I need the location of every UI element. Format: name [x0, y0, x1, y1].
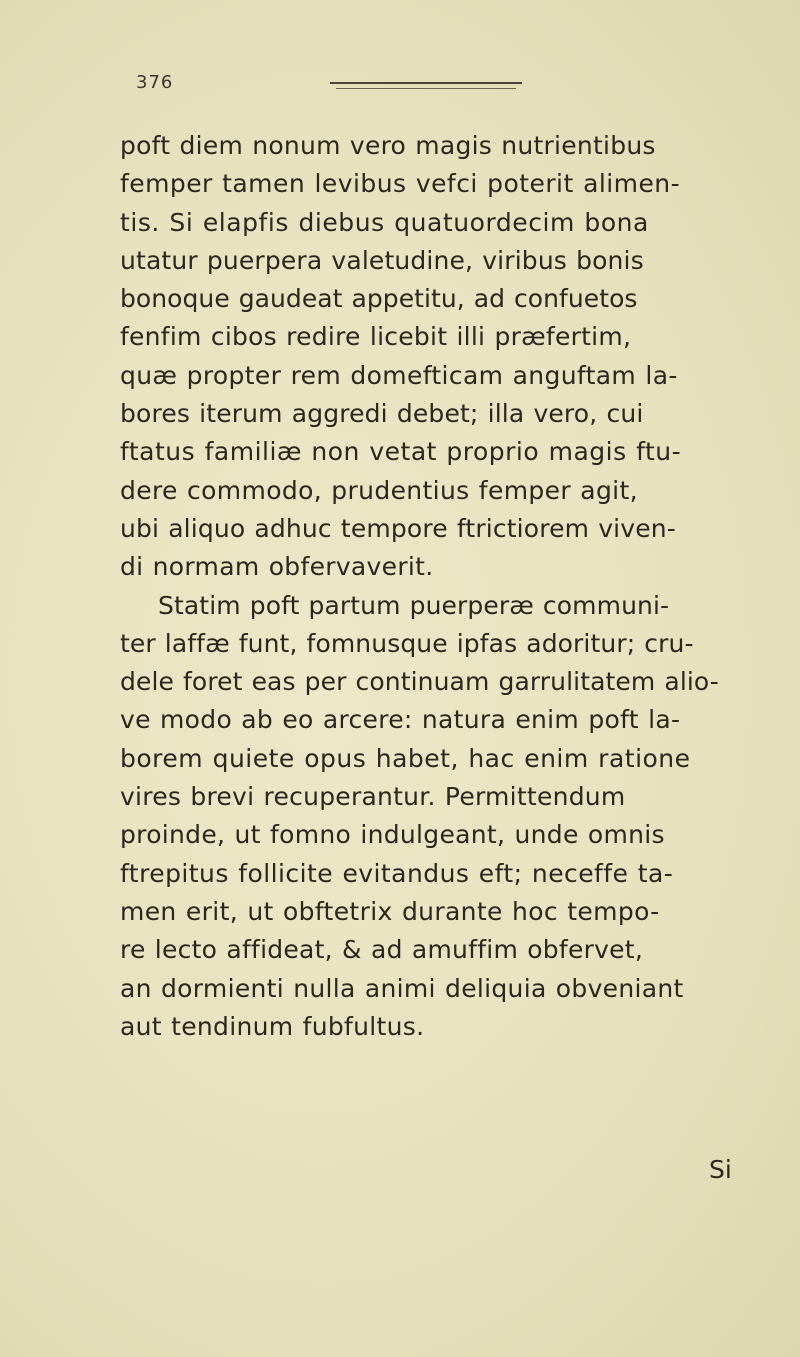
text-line: fenfim cibos redire licebit illi præfertim, — [120, 322, 632, 352]
text-line: borem quiete opus habet, hac enim ratione — [120, 743, 691, 773]
text-line: bores iterum aggredi debet; illa vero, cui — [120, 399, 644, 429]
text-line: ubi aliquo adhuc tempore ftrictiorem viven- — [120, 513, 676, 543]
text-line: utatur puerpera valetudine, viribus bonis — [120, 245, 644, 275]
text-line: ve modo ab eo arcere: natura enim poft la- — [120, 705, 681, 735]
text-line: quæ propter rem domefticam anguftam la- — [120, 360, 678, 390]
text-line: di normam obfervaverit. — [120, 552, 434, 582]
text-line: dele foret eas per continuam garrulitatem alio- — [120, 667, 719, 697]
body-text — [120, 127, 800, 1046]
catchword: Si — [709, 1155, 732, 1184]
text-line: tis. Si elapfis diebus quatuordecim bona — [120, 207, 649, 237]
text-line: bonoque gaudeat appetitu, ad confuetos — [120, 284, 638, 314]
header-rule-secondary — [336, 88, 516, 89]
text-line: aut tendinum fubfultus. — [120, 1011, 425, 1041]
paragraph-start-line: Statim poft partum puerperæ communi- — [158, 590, 670, 620]
page-number: 376 — [136, 72, 174, 93]
text-line: proinde, ut fomno indulgeant, unde omnis — [120, 820, 665, 850]
header-rule — [330, 82, 522, 84]
text-line: an dormienti nulla animi deliquia obveniant — [120, 973, 684, 1003]
text-line: vires brevi recuperantur. Permittendum — [120, 782, 626, 812]
text-line: men erit, ut obftetrix durante hoc tempo- — [120, 896, 660, 926]
text-line: poft diem nonum vero magis nutrientibus — [120, 131, 656, 160]
text-line: ftatus familiæ non vetat proprio magis ftu- — [120, 437, 682, 467]
text-line: dere commodo, prudentius femper agit, — [120, 475, 638, 505]
text-line: ftrepitus follicite evitandus eft; neceffe ta- — [120, 858, 674, 888]
text-line: femper tamen levibus vefci poterit alimen- — [120, 169, 681, 199]
text-line: ter laffæ funt, fomnusque ipfas adoritur; cru- — [120, 628, 694, 658]
text-line: re lecto affideat, & ad amuffim obfervet, — [120, 935, 644, 965]
